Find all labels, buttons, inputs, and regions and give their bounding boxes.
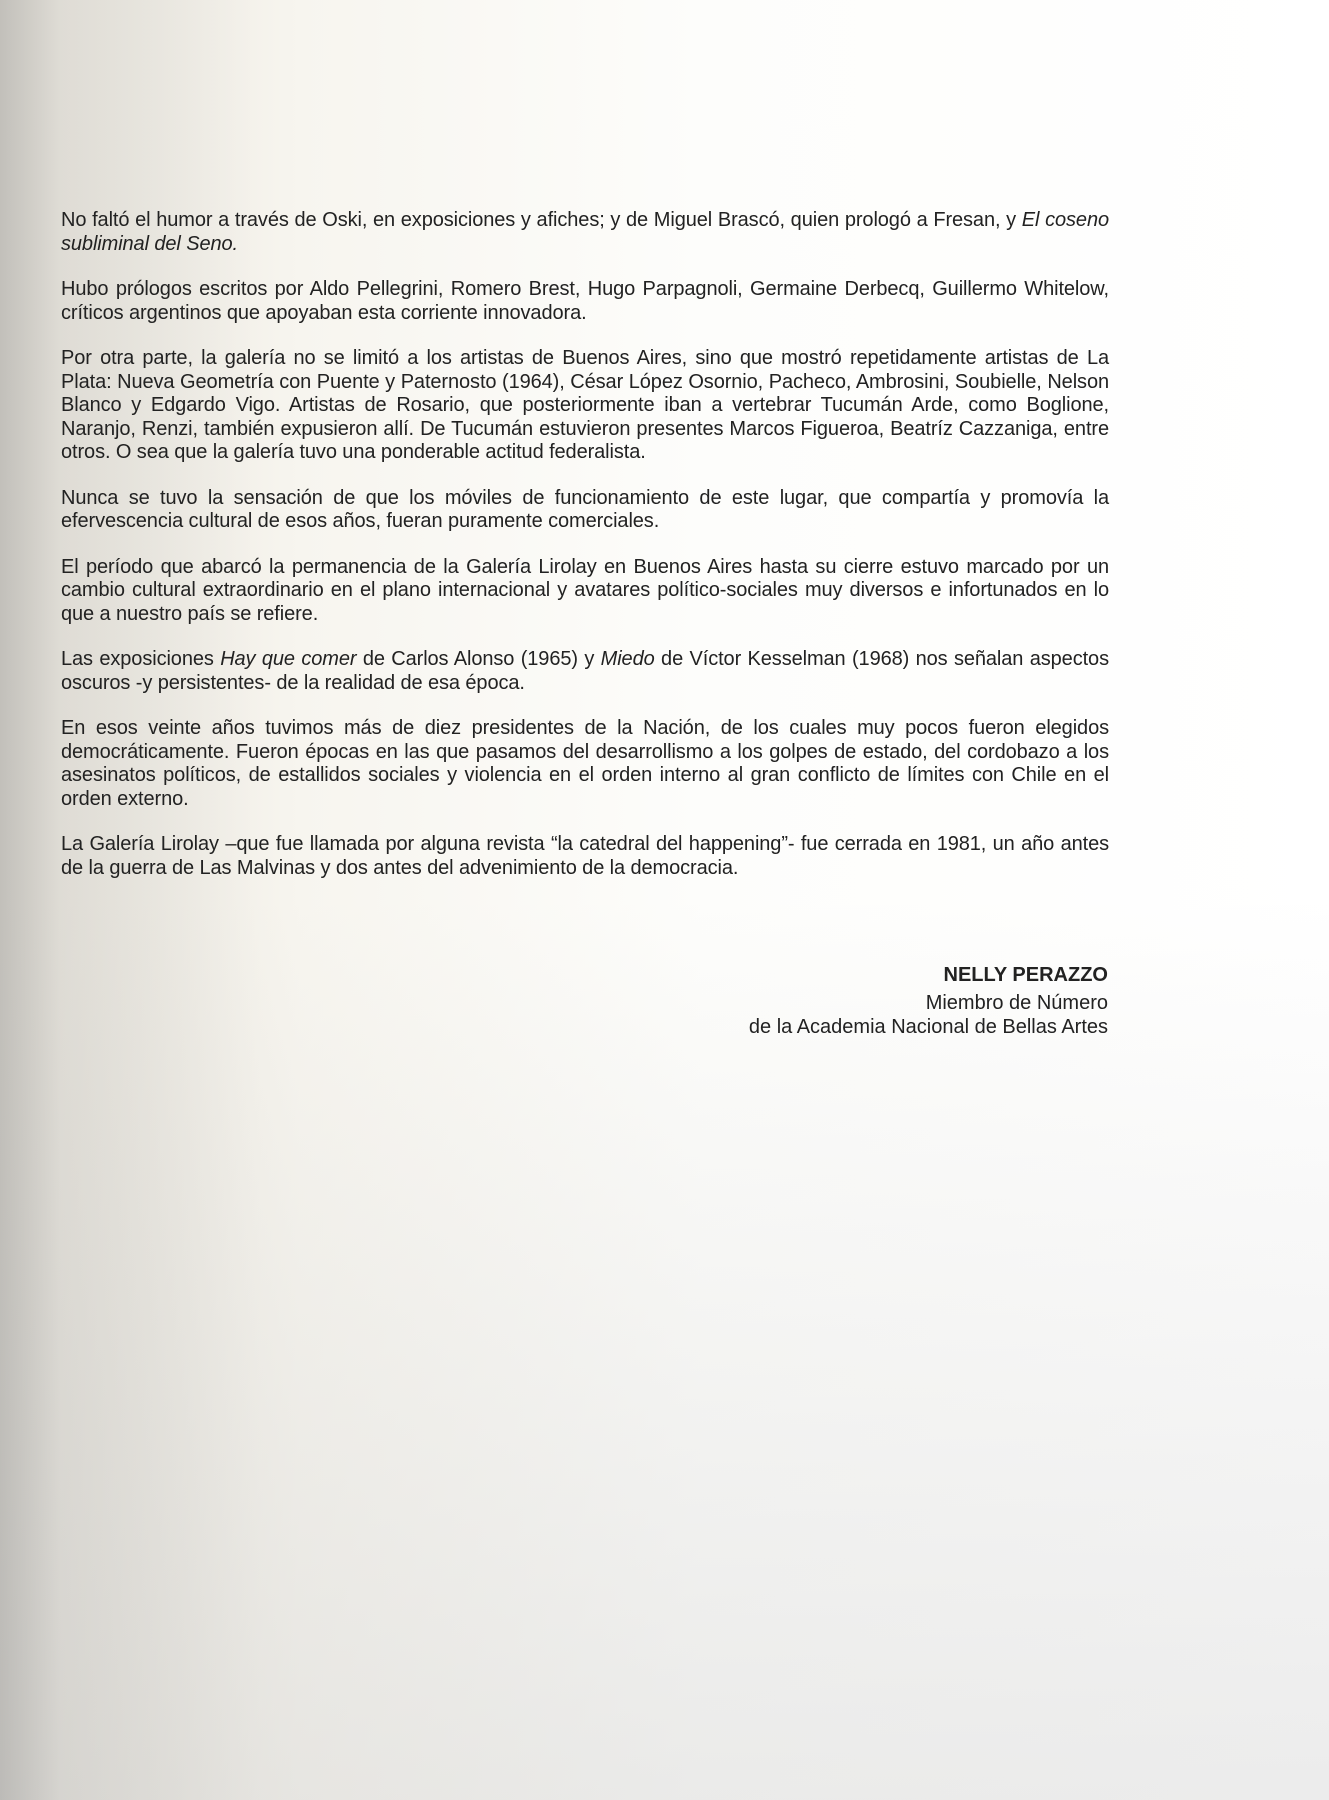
author-title: Miembro de Número	[925, 992, 1108, 1014]
paragraph-text: En esos veinte años tuvimos más de diez presidentes de la Nación, de los cuales muy pocos fueron elegidos democráticamente. Fueron épocas en las que pasamos del desarrollismo a los golpes de estado, del cordobazo a los asesinatos políticos, de estallidos sociales y violencia en el orden interno al gran conflicto de límites con Chile en el orden externo.	[61, 717, 1109, 810]
paragraph-text: Por otra parte, la galería no se limitó a los artistas de Buenos Aires, sino que mostró repetidamente artistas de La Plata: Nueva Geometría con Puente y Paternosto (1964), César López Osornio, Pacheco, Ambrosini, Soubielle, Nelson Blanco y Edgardo Vigo. Artistas de Rosario, que posteriormente iban a vertebrar Tucumán Arde, como Boglione, Naranjo, Renzi, también expusieron allí. De Tucumán estuvieron presentes Marcos Figueroa, Beatríz Cazzaniga, entre otros. O sea que la galería tuvo una ponderable actitud federalista.	[61, 347, 1109, 463]
paragraph	[61, 717, 1109, 811]
paragraph-text: Las exposiciones	[61, 648, 221, 670]
italic-title-text: Hay que comer	[220, 648, 357, 670]
paragraph-text: Hubo prólogos escritos por Aldo Pellegrini, Romero Brest, Hugo Parpagnoli, Germaine Derbecq, Guillermo Whitelow, críticos argentinos que apoyaban esta corriente innovadora.	[61, 278, 1109, 324]
article-body	[61, 209, 1109, 902]
paragraph	[61, 487, 1109, 534]
paragraph-text: de Víctor Kesselman (1968) nos señalan aspectos oscuros -y persistentes- de la realidad de esa época.	[61, 648, 1109, 694]
paragraph	[61, 347, 1109, 465]
paragraph	[61, 209, 1109, 256]
italic-title-text: Miedo	[600, 648, 655, 670]
author-name: NELLY PERAZZO	[943, 964, 1108, 986]
paragraph-text: de Carlos Alonso (1965) y	[356, 648, 601, 670]
paragraph	[61, 278, 1109, 325]
paragraph-text: La Galería Lirolay –que fue llamada por alguna revista “la catedral del happening”- fue cerrada en 1981, un año antes de la guerra de Las Malvinas y dos antes del advenimiento de la democracia.	[61, 833, 1109, 879]
paragraph	[61, 556, 1109, 627]
paragraph	[61, 833, 1109, 880]
author-affiliation: de la Academia Nacional de Bellas Artes	[748, 1016, 1108, 1038]
signature-block	[749, 963, 1108, 1039]
paragraph	[61, 648, 1109, 695]
paragraph-text: Nunca se tuvo la sensación de que los móviles de funcionamiento de este lugar, que compartía y promovía la efervescencia cultural de esos años, fueran puramente comerciales.	[61, 486, 1109, 532]
italic-title-text: El coseno subliminal del Seno.	[61, 209, 1109, 255]
paragraph-text: No faltó el humor a través de Oski, en exposiciones y afiches; y de Miguel Brascó, quien prologó a Fresan, y	[61, 209, 1022, 231]
paragraph-text: El período que abarcó la permanencia de la Galería Lirolay en Buenos Aires hasta su cierre estuvo marcado por un cambio cultural extraordinario en el plano internacional y avatares político-sociales muy diversos e infortunados en lo que a nuestro país se refiere.	[61, 555, 1109, 625]
